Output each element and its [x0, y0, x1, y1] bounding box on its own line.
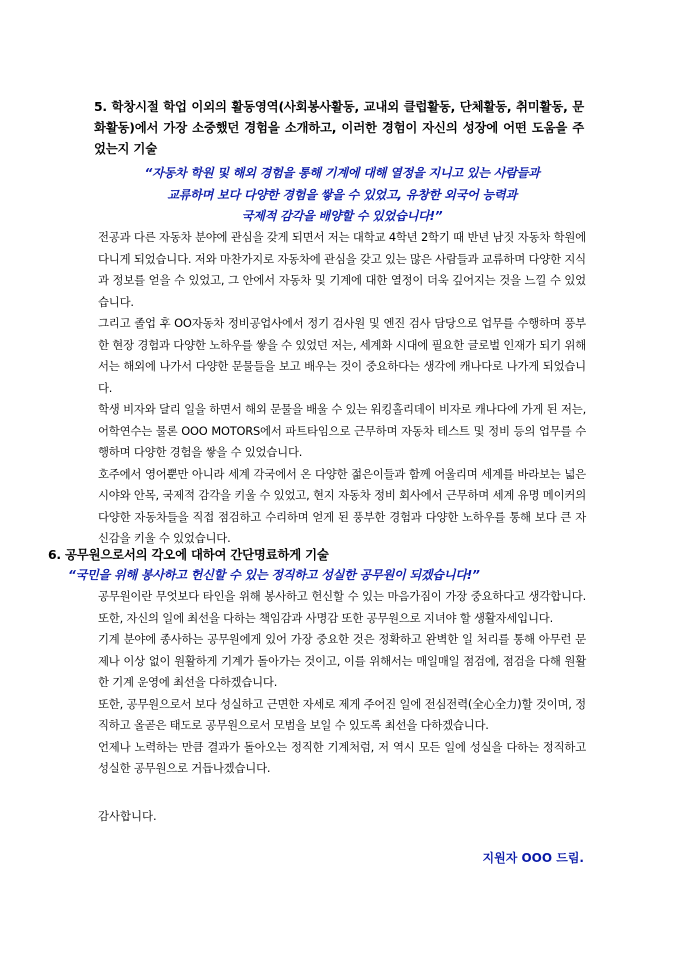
closing-thanks: 감사합니다.: [98, 809, 157, 823]
section6-paragraph: 기계 분야에 종사하는 공무원에게 있어 가장 중요한 것은 정확하고 완벽한 일 처리를 통해 아무런 문제나 이상 없이 원활하게 기계가 돌아가는 것이고, 이를 위해서는 매일매일 점검에, 점검을 다해 원활한 기계 운영에 최선을 다하겠습니다.: [98, 632, 586, 689]
section5-quote-line: “자동차 학원 및 해외 경험을 통해 기계에 대해 열정을 지니고 있는 사람들과: [144, 166, 540, 180]
section5-quote-line: 교류하며 보다 다양한 경험을 쌓을 수 있었고, 유창한 외국어 능력과: [167, 187, 517, 202]
section5-title: 5. 학창시절 학업 이외의 활동영역(사회봉사활동, 교내외 클럽활동, 단체활동, 취미활동, 문화활동)에서 가장 소중했던 경험을 소개하고, 이러한 경험이 자신의 성장에 어떤 도움을 주었는지 기술: [94, 99, 584, 156]
section6-title: 6. 공무원으로서의 각오에 대하여 간단명료하게 기술: [48, 547, 329, 562]
section6-paragraph: 또한, 공무원으로서 보다 성실하고 근면한 자세로 제게 주어진 일에 전심전력(全心全力)할 것이며, 정직하고 올곧은 태도로 공무원으로서 모범을 보일 수 있도록 최선을 다하겠습니다.: [98, 696, 586, 732]
section6-paragraph: 언제나 노력하는 만큼 결과가 돌아오는 정직한 기계처럼, 저 역시 모든 일에 성실을 다하는 정직하고 성실한 공무원으로 거듭나겠습니다.: [98, 739, 586, 775]
section6-quote-line: “국민을 위해 봉사하고 헌신할 수 있는 정직하고 성실한 공무원이 되겠습니다!”: [68, 568, 480, 582]
section5-paragraph: 호주에서 영어뿐만 아니라 세계 각국에서 온 다양한 젊은이들과 함께 어울리며 세계를 바라보는 넓은 시야와 안목, 국제적 감각을 키울 수 있었고, 현지 자동차 정비 회사에서 근무하며 세계 유명 메이커의 다양한 자동차들을 직접 점검하고 수리하며 얻게 된 풍부한 경험과 다양한 노하우를 통해 보다 큰 자신감을 키울 수 있었습니다.: [98, 466, 586, 545]
closing-signature: 지원자 OOO 드림.: [482, 851, 584, 865]
section5-quote-line: 국제적 감각을 배양할 수 있었습니다!”: [241, 209, 443, 223]
section6-body: [98, 586, 586, 780]
section5-paragraph: 학생 비자와 달리 일을 하면서 해외 문물을 배울 수 있는 워킹홀리데이 비자로 캐나다에 가게 된 저는, 어학연수는 물론 OOO MOTORS에서 파트타임으로 근무하며 자동차 테스트 및 정비 등의 업무를 수행하며 다양한 경험을 쌓을 수 있었습니다.: [98, 402, 586, 459]
section5-paragraph: 전공과 다른 자동차 분야에 관심을 갖게 되면서 저는 대학교 4학년 2학기 때 반년 남짓 자동차 학원에 다니게 되었습니다. 저와 마찬가지로 자동차에 관심을 갖고 있는 많은 사람들과 교류하며 다양한 지식과 정보를 얻을 수 있었고, 그 안에서 자동차 및 기계에 대한 열정이 더욱 깊어지는 것을 느낄 수 있었습니다.: [98, 230, 586, 309]
section5-quote: [92, 163, 592, 228]
section6-quote: [48, 565, 588, 587]
section5-body: [98, 227, 586, 550]
section6-paragraph: 공무원이란 무엇보다 타인을 위해 봉사하고 헌신할 수 있는 마음가짐이 가장 중요하다고 생각합니다. 또한, 자신의 일에 최선을 다하는 책임감과 사명감 또한 공무원으로 지녀야 할 생활자세입니다.: [98, 589, 586, 625]
section5-paragraph: 그리고 졸업 후 OO자동차 정비공업사에서 정기 검사원 및 엔진 검사 담당으로 업무를 수행하며 풍부한 현장 경험과 다양한 노하우를 쌓을 수 있었던 저는, 세계화 시대에 필요한 글로벌 인재가 되기 위해서는 해외에 나가서 다양한 문물들을 보고 배우는 것이 중요하다는 생각에 캐나다로 나가게 되었습니다.: [98, 316, 586, 395]
